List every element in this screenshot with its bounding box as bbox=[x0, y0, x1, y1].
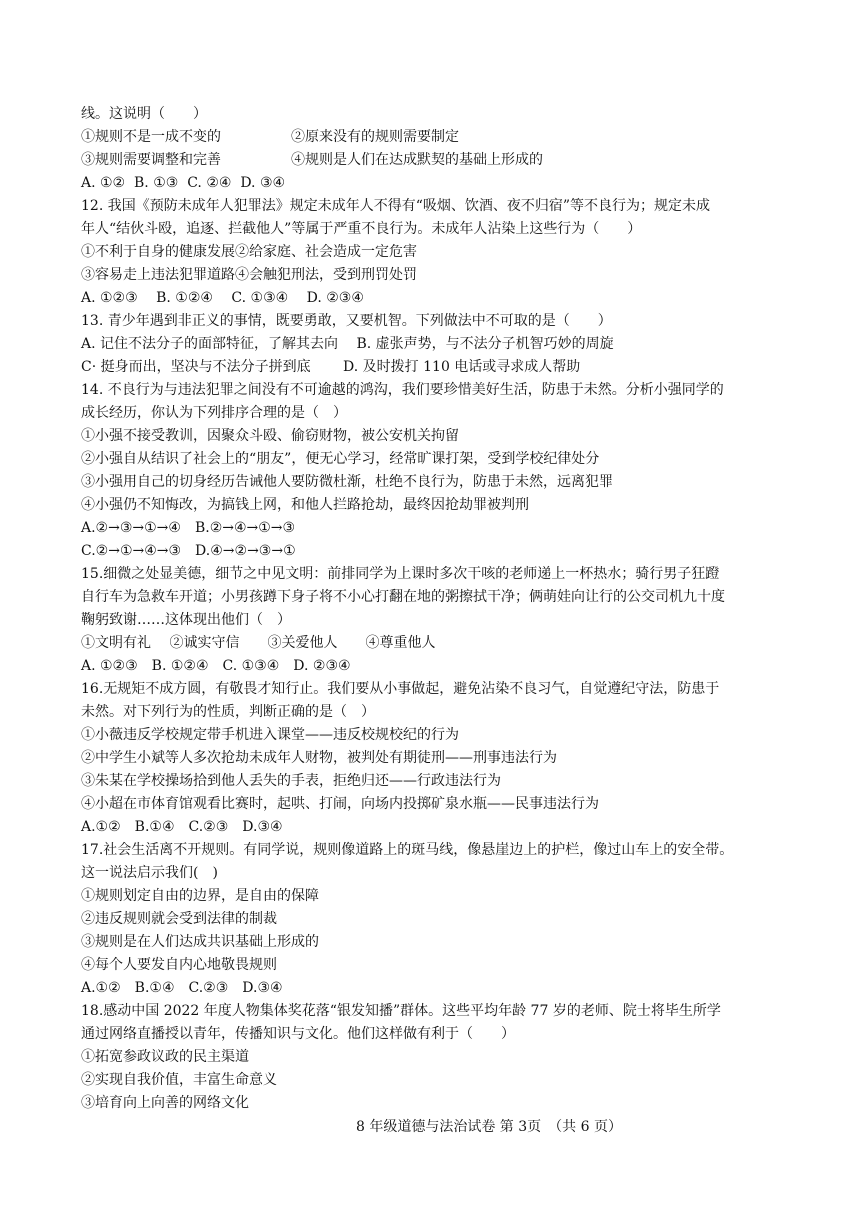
option-line: ①文明有礼 ②诚实守信 ③关爱他人 ④尊重他人 bbox=[81, 635, 436, 651]
option-line: ④小强仍不知悔改，为搞钱上网，和他人拦路抢劫，最终因抢劫罪被判刑 bbox=[81, 497, 529, 513]
option-line: ①小强不接受教训，因聚众斗殴、偷窃财物，被公安机关拘留 bbox=[81, 428, 459, 444]
question-17-stem: 17.社会生活离不开规则。有同学说，规则像道路上的斑马线，像悬崖边上的护栏，像过山车上的安全带。 bbox=[81, 842, 734, 858]
question-15-stem: 自行车为急救车开道；小男孩蹲下身子将不小心打翻在地的粥擦拭干净；俩萌娃向让行的公交司机九十度 bbox=[81, 589, 725, 605]
answer-choices: A. ①②③ B. ①②④ C. ①③④ D. ②③④ bbox=[81, 658, 351, 674]
question-12-stem: 12. 我国《预防未成年人犯罪法》规定未成年人不得有“吸烟、饮酒、夜不归宿”等不良行为；规定未成 bbox=[81, 198, 711, 214]
answer-choices: A. ①②③ B. ①②④ C. ①③④ D. ②③④ bbox=[81, 290, 364, 306]
option-line: ③规则是在人们达成共识基础上形成的 bbox=[81, 934, 319, 950]
option-line: ③朱某在学校操场拾到他人丢失的手表，拒绝归还——行政违法行为 bbox=[81, 773, 501, 789]
option-line: ③培育向上向善的网络文化 bbox=[81, 1095, 249, 1111]
option-line: ①规则不是一成不变的 ②原来没有的规则需要制定 bbox=[81, 129, 459, 145]
answer-choices: A. 记住不法分子的面部特征，了解其去向 B. 虚张声势，与不法分子机智巧妙的周旋 bbox=[81, 336, 614, 352]
option-line: ①不利于自身的健康发展②给家庭、社会造成一定危害 bbox=[81, 244, 417, 260]
option-line: ①规则划定自由的边界，是自由的保障 bbox=[81, 888, 319, 904]
option-line: ①小薇违反学校规定带手机进入课堂——违反校规校纪的行为 bbox=[81, 727, 459, 743]
page-footer: 8 年级道德与法治试卷 第 3页 （共 6 页） bbox=[356, 1119, 622, 1135]
option-line: ①拓宽参政议政的民主渠道 bbox=[81, 1049, 249, 1065]
answer-choices: A.①② B.①④ C.②③ D.③④ bbox=[81, 819, 283, 835]
question-16-stem: 未然。对下列行为的性质，判断正确的是（ ） bbox=[81, 704, 375, 720]
answer-choices: A. ①② B. ①③ C. ②④ D. ③④ bbox=[81, 175, 286, 191]
option-line: ②中学生小斌等人多次抢劫未成年人财物，被判处有期徒刑——刑事违法行为 bbox=[81, 750, 557, 766]
option-line: ④每个人要发自内心地敬畏规则 bbox=[81, 957, 277, 973]
question-16-stem: 16.无规矩不成方圆，有敬畏才知行止。我们要从小事做起，避免沾染不良习气，自觉遵纪守法，防患于 bbox=[81, 681, 720, 697]
option-line: ②实现自我价值，丰富生命意义 bbox=[81, 1072, 277, 1088]
question-12-stem: 年人“结伙斗殴，追逐、拦截他人”等属于严重不良行为。未成年人沾染上这些行为（ ） bbox=[81, 221, 642, 237]
option-line: ③容易走上违法犯罪道路④会触犯刑法，受到刑罚处罚 bbox=[81, 267, 417, 283]
option-line: ③小强用自己的切身经历告诫他人要防微杜渐，杜绝不良行为，防患于未然，远离犯罪 bbox=[81, 474, 613, 490]
question-14-stem: 成长经历，你认为下列排序合理的是（ ） bbox=[81, 405, 347, 421]
answer-choices: A.②→③→①→④ B.②→④→①→③ bbox=[81, 520, 296, 536]
question-15-stem: 15.细微之处显美德，细节之中见文明：前排同学为上课时多次干咳的老师递上一杯热水；骑行男子狂蹬 bbox=[81, 566, 720, 582]
answer-choices: C.②→①→④→③ D.④→②→③→① bbox=[81, 543, 296, 559]
question-15-stem: 鞠躬致谢……这体现出他们（ ） bbox=[81, 612, 291, 628]
question-17-stem: 这一说法启示我们( ) bbox=[81, 865, 218, 881]
option-line: ②违反规则就会受到法律的制裁 bbox=[81, 911, 277, 927]
answer-choices: A.①② B.①④ C.②③ D.③④ bbox=[81, 980, 283, 996]
option-line: ④小超在市体育馆观看比赛时，起哄、打闹，向场内投掷矿泉水瓶——民事违法行为 bbox=[81, 796, 599, 812]
option-line: ②小强自从结识了社会上的“朋友”，便无心学习，经常旷课打架，受到学校纪律处分 bbox=[81, 451, 600, 467]
answer-choices: C· 挺身而出，坚决与不法分子拼到底 D. 及时拨打 110 电话或寻求成人帮助 bbox=[81, 359, 581, 375]
question-13-stem: 13. 青少年遇到非正义的事情，既要勇敢，又要机智。下列做法中不可取的是（ ） bbox=[81, 313, 612, 329]
option-line: ③规则需要调整和完善 ④规则是人们在达成默契的基础上形成的 bbox=[81, 152, 543, 168]
question-text-line: 线。这说明（ ） bbox=[81, 106, 207, 122]
question-18-stem: 通过网络直播授以青年，传播知识与文化。他们这样做有利于（ ） bbox=[81, 1026, 515, 1042]
question-18-stem: 18.感动中国 2022 年度人物集体奖花落“银发知播”群体。这些平均年龄 77 岁的老师、院士将毕生所学 bbox=[81, 1003, 721, 1019]
question-14-stem: 14. 不良行为与违法犯罪之间没有不可逾越的鸿沟，我们要珍惜美好生活，防患于未然。分析小强同学的 bbox=[81, 382, 724, 398]
